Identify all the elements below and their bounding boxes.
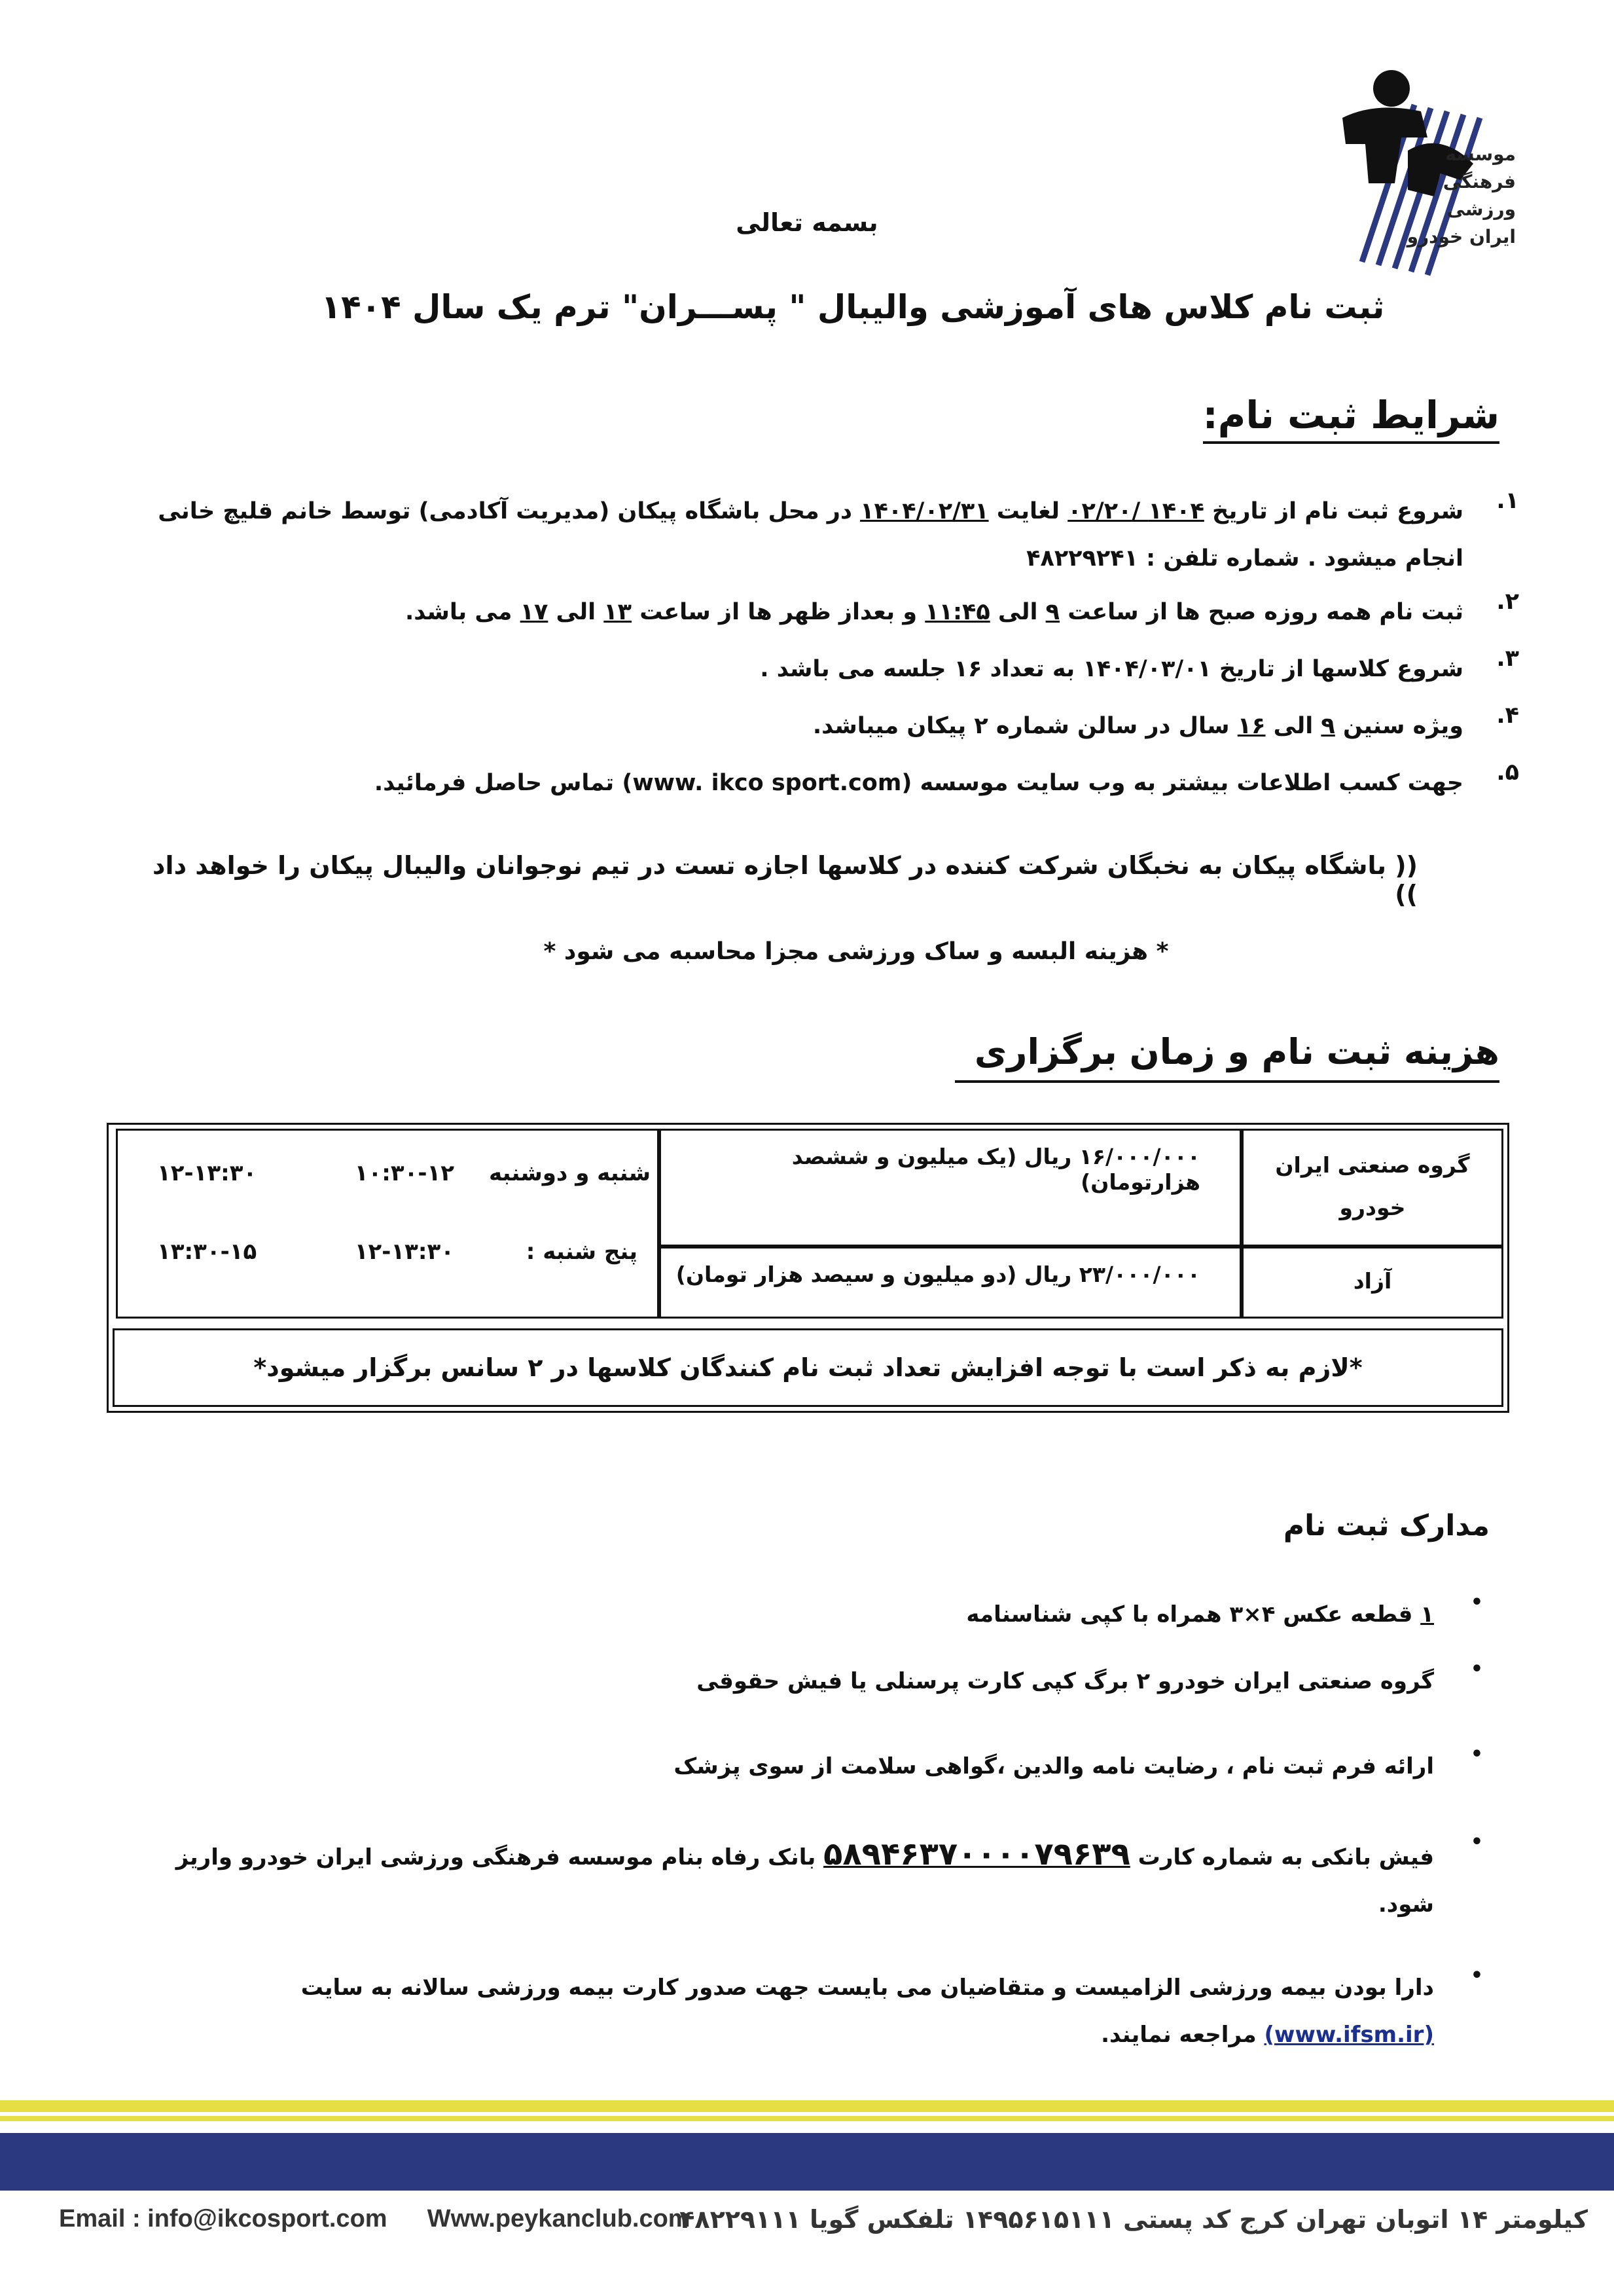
condition-text	[124, 702, 1463, 750]
elite-note: (( باشگاه پیکان به نخبگان شرکت کننده در کلاسها اجازه تست در تیم نوجوانان والیبال پیکان را خواهد داد ))	[152, 851, 1418, 909]
cost-table	[107, 1123, 1509, 1413]
cost-heading: هزینه ثبت نام و زمان برگزاری	[955, 1031, 1499, 1083]
hour: ۱۱:۴۵	[925, 599, 990, 625]
text-part: مراجعه نمایند.	[1101, 2022, 1264, 2048]
ifsm-link[interactable]: (www.ifsm.ir)	[1264, 2022, 1434, 2048]
hour: ۹	[1045, 599, 1060, 625]
document-text: ارائه فرم ثبت نام ، رضایت نامه والدین ،گواهی سلامت از سوی پزشک	[673, 1753, 1434, 1779]
text-part: سال در سالن شماره ۲ پیکان میباشد.	[812, 713, 1238, 739]
schedule-day: شنبه و دوشنبه	[488, 1160, 651, 1186]
page-title: ثبت نام کلاس های آموزشی والیبال " پســـران" ترم یک سال ۱۴۰۴	[321, 288, 1385, 326]
price-cell-free: ۲۳/۰۰۰/۰۰۰ ریال (دو میلیون و سیصد هزار تومان)	[659, 1247, 1242, 1319]
document-item-3	[170, 1743, 1490, 1790]
item-number: ۲.	[1496, 589, 1519, 615]
hour: ۱۷	[520, 599, 548, 625]
document-text	[170, 1591, 1434, 1638]
clothing-cost-note: * هزینه البسه و ساک ورزشی مجزا محاسبه می شود *	[543, 938, 1169, 965]
text-part: فیش بانکی به شماره کارت	[1130, 1844, 1434, 1870]
schedule-slot: ۱۰:۳۰-۱۲	[354, 1160, 454, 1186]
schedule-cell	[116, 1129, 659, 1319]
document-item-5	[170, 1964, 1490, 2058]
item-number: ۵.	[1496, 759, 1519, 786]
document-text	[170, 1964, 1434, 2058]
documents-list	[170, 1591, 1490, 2058]
document-item-4	[170, 1831, 1490, 1928]
schedule-slot: ۱۲-۱۳:۳۰	[354, 1239, 454, 1265]
footer-stripe-navy	[0, 2133, 1614, 2191]
group-cell-ikco: گروه صنعتی ایران خودرو	[1242, 1129, 1503, 1247]
logo-line-3: ایران خودرو	[1407, 226, 1516, 247]
condition-item-5	[124, 759, 1519, 807]
hour: ۱۳	[603, 599, 632, 625]
logo-line-2: فرهنگی ورزشی	[1443, 171, 1516, 220]
text-part: شروع ثبت نام از تاریخ	[1204, 498, 1463, 524]
condition-item-2	[124, 589, 1519, 636]
condition-item-4	[124, 702, 1519, 750]
document-item-1	[170, 1591, 1490, 1638]
schedule-slot: ۱۲-۱۳:۳۰	[157, 1160, 257, 1186]
conditions-heading: شرایط ثبت نام:	[1203, 393, 1499, 444]
text-part: بانک رفاه بنام موسسه فرهنگی ورزشی ایران خودرو واریز شود.	[175, 1844, 1434, 1918]
text-part: قطعه عکس ۴×۳ همراه با کپی شناسنامه	[966, 1601, 1421, 1628]
text-part: الی	[1265, 713, 1321, 739]
date-start: ۱۴۰۴ /۰۲/۲۰	[1067, 498, 1204, 524]
logo-line-1: موسسه	[1445, 143, 1516, 165]
text-part: دارا بودن بیمه ورزشی الزامیست و متقاضیان می بایست جهت صدور کارت بیمه ورزشی سالانه به سایت	[300, 1975, 1434, 2001]
schedule-slot: ۱۳:۳۰-۱۵	[157, 1239, 257, 1265]
condition-text: جهت کسب اطلاعات بیشتر به وب سایت موسسه (www. ikco sport.com) تماس حاصل فرمائید.	[374, 770, 1463, 796]
text-part: لغایت	[988, 498, 1068, 524]
bullet-icon: •	[1470, 1591, 1483, 1614]
text-part: ویژه سنین	[1335, 713, 1463, 739]
footer-email[interactable]: Email : info@ikcosport.com	[59, 2205, 387, 2232]
count: ۱	[1420, 1601, 1434, 1628]
basmala: بسمه تعالی	[736, 208, 878, 237]
condition-text	[124, 488, 1463, 582]
age: ۹	[1321, 713, 1335, 739]
item-number: ۴.	[1496, 702, 1519, 729]
footer-address: کیلومتر ۱۴ اتوبان تهران کرج کد پستی ۱۴۹۵۶۱۵۱۱۱ تلفکس گویا ۴۸۲۲۹۱۱۱	[679, 2205, 1588, 2234]
documents-heading: مدارک ثبت نام	[1283, 1509, 1490, 1542]
footer-website[interactable]: Www.peykanclub.com	[427, 2205, 690, 2232]
footer-stripe-yellow	[0, 2100, 1614, 2112]
text-part: الی	[548, 599, 604, 625]
document-text: گروه صنعتی ایران خودرو ۲ برگ کپی کارت پرسنلی یا فیش حقوقی	[696, 1668, 1434, 1694]
bullet-icon: •	[1470, 1964, 1483, 1987]
bullet-icon: •	[1470, 1743, 1483, 1766]
schedule-day: پنج شنبه :	[526, 1239, 637, 1265]
date-end: ۱۴۰۴/۰۲/۳۱	[860, 498, 989, 524]
condition-text: شروع کلاسها از تاریخ ۱۴۰۴/۰۳/۰۱ به تعداد ۱۶ جلسه می باشد .	[760, 656, 1463, 682]
document-text	[170, 1831, 1434, 1928]
cost-table-body	[113, 1129, 1503, 1325]
bullet-icon: •	[1470, 1831, 1483, 1853]
footer	[59, 2205, 1588, 2244]
card-number: ۵۸۹۴۶۳۷۰۰۰۰۷۹۶۳۹	[823, 1836, 1130, 1872]
footer-stripe-yellow-thin	[0, 2116, 1614, 2121]
condition-text	[124, 589, 1463, 636]
group-cell-free: آزاد	[1242, 1247, 1503, 1319]
text-part: و بعداز ظهر ها از ساعت	[632, 599, 925, 625]
bullet-icon: •	[1470, 1658, 1483, 1681]
text-part: ثبت نام همه روزه صبح ها از ساعت	[1060, 599, 1463, 625]
sessions-note: *لازم به ذکر است با توجه افزایش تعداد ثبت نام کنندگان کلاسها در ۲ سانس برگزار میشود*	[113, 1328, 1503, 1407]
condition-item-1	[124, 488, 1519, 582]
text-part: الی	[990, 599, 1046, 625]
item-number: ۳.	[1496, 646, 1519, 672]
conditions-list	[124, 488, 1519, 807]
footer-contacts	[59, 2205, 690, 2233]
item-number: ۱.	[1496, 488, 1519, 514]
condition-item-3	[124, 646, 1519, 693]
text-part: در محل باشگاه پیکان (مدیریت آکادمی) توسط خانم قلیچ خانی انجام میشود . شماره تلفن : ۴۸۲۲۹۲۴۱	[158, 498, 1463, 572]
text-part: می باشد.	[404, 599, 520, 625]
price-cell-ikco: ۱۶/۰۰۰/۰۰۰ ریال (یک میلیون و ششصد هزارتومان)	[659, 1129, 1242, 1247]
age: ۱۶	[1237, 713, 1266, 739]
document-item-2	[170, 1658, 1490, 1705]
